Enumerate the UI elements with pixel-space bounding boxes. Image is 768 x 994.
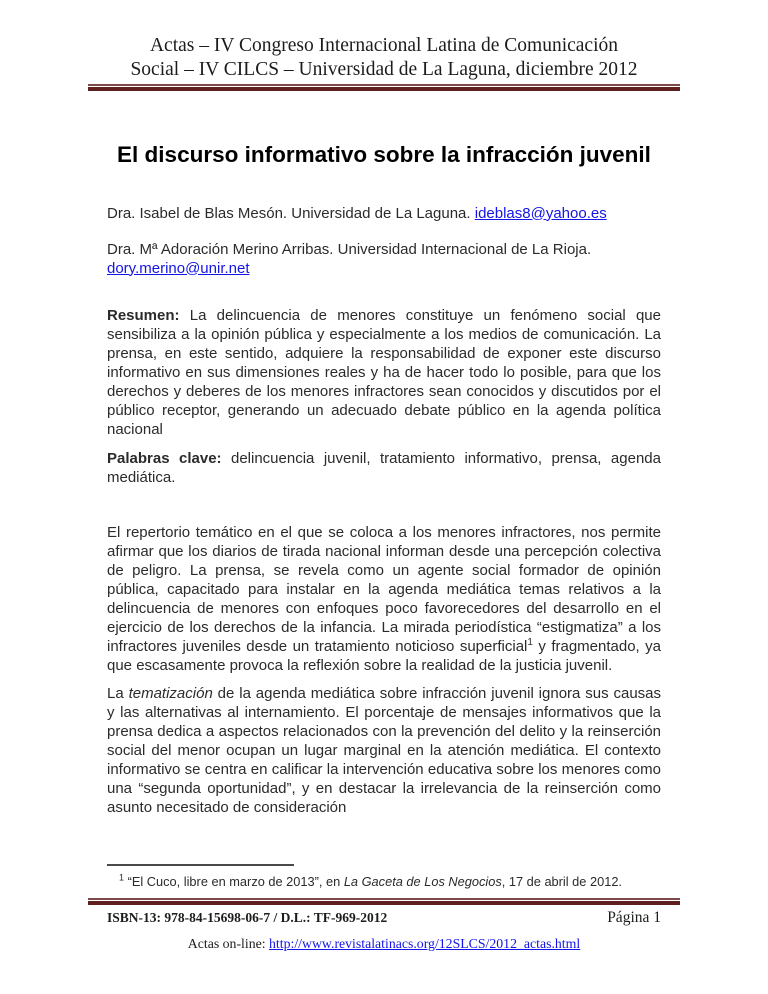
header-line-1: Actas – IV Congreso Internacional Latina de Comunicación [149,35,619,56]
footnote-separator [107,864,294,866]
actas-online-line [0,936,768,952]
paragraph-2-italic-term: tematización [128,684,213,702]
paragraph-2-text: La [107,684,129,702]
page-header [88,34,680,82]
paragraph-1-text-after-ref: y fragmentado, ya que escasamente provoca la reflexión sobre la realidad de la justicia juvenil. [107,637,661,674]
keywords-text: delincuencia juvenil, tratamiento informativo, prensa, agenda mediática. [107,449,661,486]
body-paragraph-2 [107,684,661,817]
footnote-text-end: , 17 de abril de 2012. [501,874,622,889]
author-2-email-link[interactable]: dory.merino@unir.net [107,259,250,277]
paragraph-1-text: El repertorio temático en el que se coloca a los menores infractores, nos permite afirmar que los diarios de tirada nacional informan desde una percepción colectiva de peligro. La prensa, se revela como un agente social formador de opinión pública, capacitado para instalar en la agenda mediática temas relativos a la delincuencia de menores con enfoques poco favorecedores del desarrollo en el ejercicio de los derechos de la infancia. La mirada periodística “estigmatiza” a los infractores juveniles desde un tratamiento noticioso superficial [107,523,661,655]
body-paragraph-1 [107,523,661,675]
author-1-email-link[interactable]: ideblas8@yahoo.es [474,204,607,222]
header-rule-thick-line [88,87,680,91]
author-1-name-affiliation: Dra. Isabel de Blas Mesón. Universidad de La Laguna. [107,204,475,222]
footer-rule-thick-line [88,901,680,905]
footnote [107,874,661,890]
footer-rule [88,898,680,905]
footnote-italic-source: La Gaceta de Los Negocios [343,874,502,889]
actas-label: Actas on-line: [187,936,270,951]
article-title: El discurso informativo sobre la infracción juvenil [117,142,651,167]
actas-url-link[interactable]: http://www.revistalatinacs.org/12SLCS/2012_actas.html [269,936,581,951]
footnote-reference-superscript: 1 [527,636,533,648]
isbn-text: ISBN-13: 978-84-15698-06-7 / D.L.: TF-969-2012 [107,910,388,925]
footer-rule-thin-line [88,898,680,900]
page-footer [0,864,768,952]
keywords-label: Palabras clave: [107,449,222,467]
header-rule [88,84,680,91]
footnote-number-superscript: 1 [119,872,125,883]
abstract-label: Resumen: [107,306,180,324]
abstract-paragraph [107,306,661,439]
footer-row [107,909,661,927]
authors-block [0,204,768,278]
author-line-2 [107,240,661,278]
header-line-2: Social – IV CILCS – Universidad de La Laguna, diciembre 2012 [130,59,638,80]
abstract-text: La delincuencia de menores constituye un fenómeno social que sensibiliza a la opinión pública y especialmente a los medios de comunicación. La prensa, en este sentido, adquiere la responsabilidad de exponer este discurso informativo en sus dimensiones reales y ha de hacer todo lo posible, para que los derechos y deberes de los menores infractores sean conocidos y discutidos por el público receptor, generando un adecuado debate público en la agenda política nacional [107,306,661,438]
footnote-text: “El Cuco, libre en marzo de 2013”, en [124,874,344,889]
page-number: Página 1 [607,909,661,926]
paragraph-2-text-continued: de la agenda mediática sobre infracción juvenil ignora sus causas y las alternativas al internamiento. El porcentaje de mensajes informativos que la prensa dedica a aspectos relacionados con la prevención del delito y la reinserción social del menor ocupan un lugar marginal en la atención mediática. El contexto informativo se centra en calificar la intervención educativa sobre los menores como una “segunda oportunidad”, y en destacar la irrelevancia de la reinserción como asunto necesitado de consideración [107,684,662,816]
author-line-1 [107,204,661,223]
header-rule-thin-line [88,84,680,86]
keywords-paragraph [107,449,661,487]
author-2-name-affiliation: Dra. Mª Adoración Merino Arribas. Universidad Internacional de La Rioja. [107,240,592,258]
